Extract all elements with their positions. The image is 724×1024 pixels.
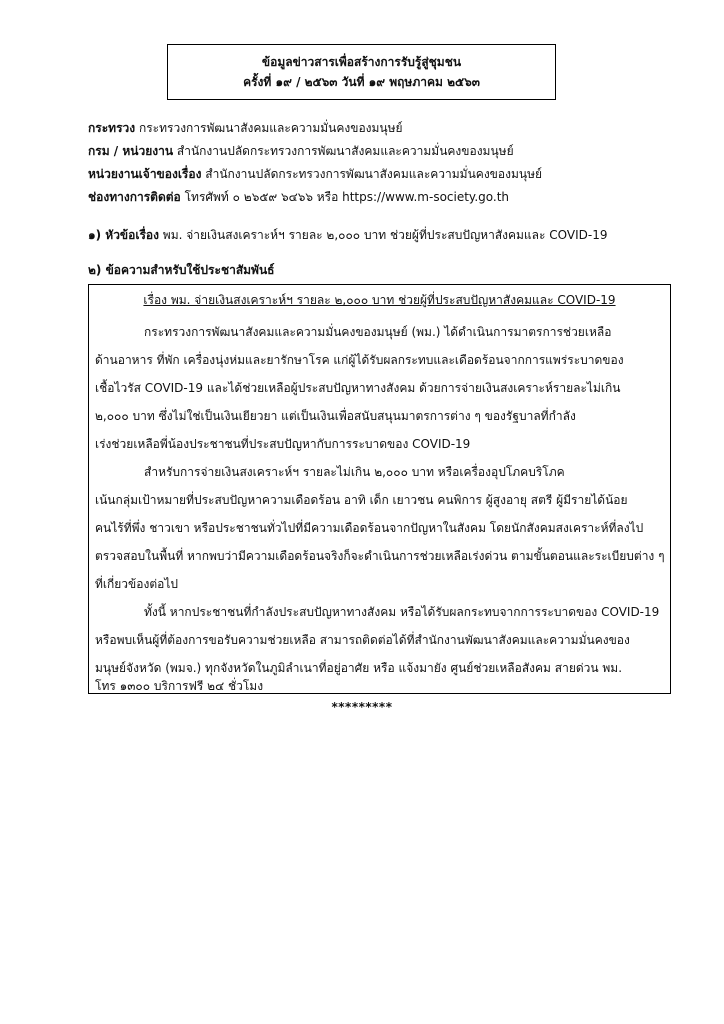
document-title: ข้อมูลข่าวสารเพื่อสร้างการรับรู้สู่ชุมชน bbox=[261, 55, 462, 69]
department-value: สำนักงานปลัดกระทรวงการพัฒนาสังคมและความมั่นคงของมนุษย์ bbox=[176, 144, 514, 158]
section-2-label: ๒) ข้อความสำหรับใช้ประชาสัมพันธ์ bbox=[88, 263, 275, 277]
press-line: ด้านอาหาร ที่พัก เครื่องนุ่งห่มและยารักษาโรค แก่ผู้ได้รับผลกระทบและเดือดร้อนจากการแพร่ระบาดของ bbox=[95, 353, 624, 367]
owner-row bbox=[88, 165, 688, 184]
press-line: ที่เกี่ยวข้องต่อไป bbox=[95, 577, 178, 591]
press-line: กระทรวงการพัฒนาสังคมและความมั่นคงของมนุษย์ (พม.) ได้ดำเนินการมาตรการช่วยเหลือ bbox=[144, 325, 612, 339]
press-line: หรือพบเห็นผู้ที่ต้องการขอรับความช่วยเหลือ สามารถติดต่อได้ที่สำนักงานพัฒนาสังคมและความมั่นคงของ bbox=[95, 633, 630, 647]
press-release-box bbox=[88, 284, 671, 694]
owner-label: หน่วยงานเจ้าของเรื่อง bbox=[88, 167, 202, 181]
header-box bbox=[167, 44, 556, 100]
contact-row bbox=[88, 188, 688, 207]
press-line: เน้นกลุ่มเป้าหมายที่ประสบปัญหาความเดือดร้อน อาทิ เด็ก เยาวชน คนพิการ ผู้สูงอายุ สตรี ผู้มีรายได้น้อย bbox=[95, 493, 628, 507]
press-line: ตรวจสอบในพื้นที่ หากพบว่ามีความเดือดร้อนจริงก็จะดำเนินการช่วยเหลือเร่งด่วน ตามขั้นตอนและระเบียบต่าง ๆ bbox=[95, 549, 665, 563]
press-line: เร่งช่วยเหลือพี่น้องประชาชนที่ประสบปัญหากับการระบาดของ COVID-19 bbox=[95, 437, 471, 451]
contact-label: ช่องทางการติดต่อ bbox=[88, 190, 181, 204]
section-2-row bbox=[88, 261, 275, 280]
owner-value: สำนักงานปลัดกระทรวงการพัฒนาสังคมและความมั่นคงของมนุษย์ bbox=[205, 167, 543, 181]
section-1-row bbox=[88, 226, 607, 245]
press-line: เชื้อไวรัส COVID-19 และได้ช่วยเหลือผู้ประสบปัญหาทางสังคม ด้วยการจ่ายเงินสงเคราะห์รายละไม่เกิน bbox=[95, 381, 621, 395]
department-row bbox=[88, 142, 688, 161]
press-release-title: เรื่อง พม. จ่ายเงินสงเคราะห์ฯ รายละ ๒,๐๐๐ บาท ช่วยผู้ที่ประสบปัญหาสังคมและ COVID-19 bbox=[143, 293, 616, 307]
press-line: สำหรับการจ่ายเงินสงเคราะห์ฯ รายละไม่เกิน ๒,๐๐๐ บาท หรือเครื่องอุปโภคบริโภค bbox=[144, 465, 565, 479]
press-line: โทร ๑๓๐๐ บริการฟรี ๒๔ ชั่วโมง bbox=[95, 679, 264, 693]
contact-value: โทรศัพท์ ๐ ๒๖๕๙ ๖๔๖๖ หรือ https://www.m-society.go.th bbox=[184, 190, 510, 204]
ministry-value: กระทรวงการพัฒนาสังคมและความมั่นคงของมนุษย์ bbox=[138, 121, 403, 135]
press-line: คนไร้ที่พึ่ง ชาวเขา หรือประชาชนทั่วไปที่มีความเดือดร้อนจากปัญหาในสังคม โดยนักสังคมสงเคราะห์ที่ลงไป bbox=[95, 521, 644, 535]
press-line: มนุษย์จังหวัด (พมจ.) ทุกจังหวัดในภูมิลำเนาที่อยู่อาศัย หรือ แจ้งมายัง ศูนย์ช่วยเหลือสังคม สายด่วน พม. bbox=[95, 661, 623, 675]
section-1-value: พม. จ่ายเงินสงเคราะห์ฯ รายละ ๒,๐๐๐ บาท ช่วยผู้ที่ประสบปัญหาสังคมและ COVID-19 bbox=[162, 228, 608, 242]
section-1-label: ๑) หัวข้อเรื่อง bbox=[88, 228, 159, 242]
press-line: ๒,๐๐๐ บาท ซึ่งไม่ใช่เป็นเงินเยียวยา แต่เป็นเงินเพื่อสนับสนุนมาตรการต่าง ๆ ของรัฐบาลที่กำลัง bbox=[95, 409, 576, 423]
ministry-row bbox=[88, 119, 688, 138]
press-line: ทั้งนี้ หากประชาชนที่กำลังประสบปัญหาทางสังคม หรือได้รับผลกระทบจากการระบาดของ COVID-19 bbox=[144, 605, 660, 619]
end-marker: ********* bbox=[331, 700, 393, 714]
issue-line: ครั้งที่ ๑๙ / ๒๕๖๓ วันที่ ๑๙ พฤษภาคม ๒๕๖๓ bbox=[243, 75, 480, 89]
department-label: กรม / หน่วยงาน bbox=[88, 144, 174, 158]
ministry-label: กระทรวง bbox=[88, 121, 136, 135]
